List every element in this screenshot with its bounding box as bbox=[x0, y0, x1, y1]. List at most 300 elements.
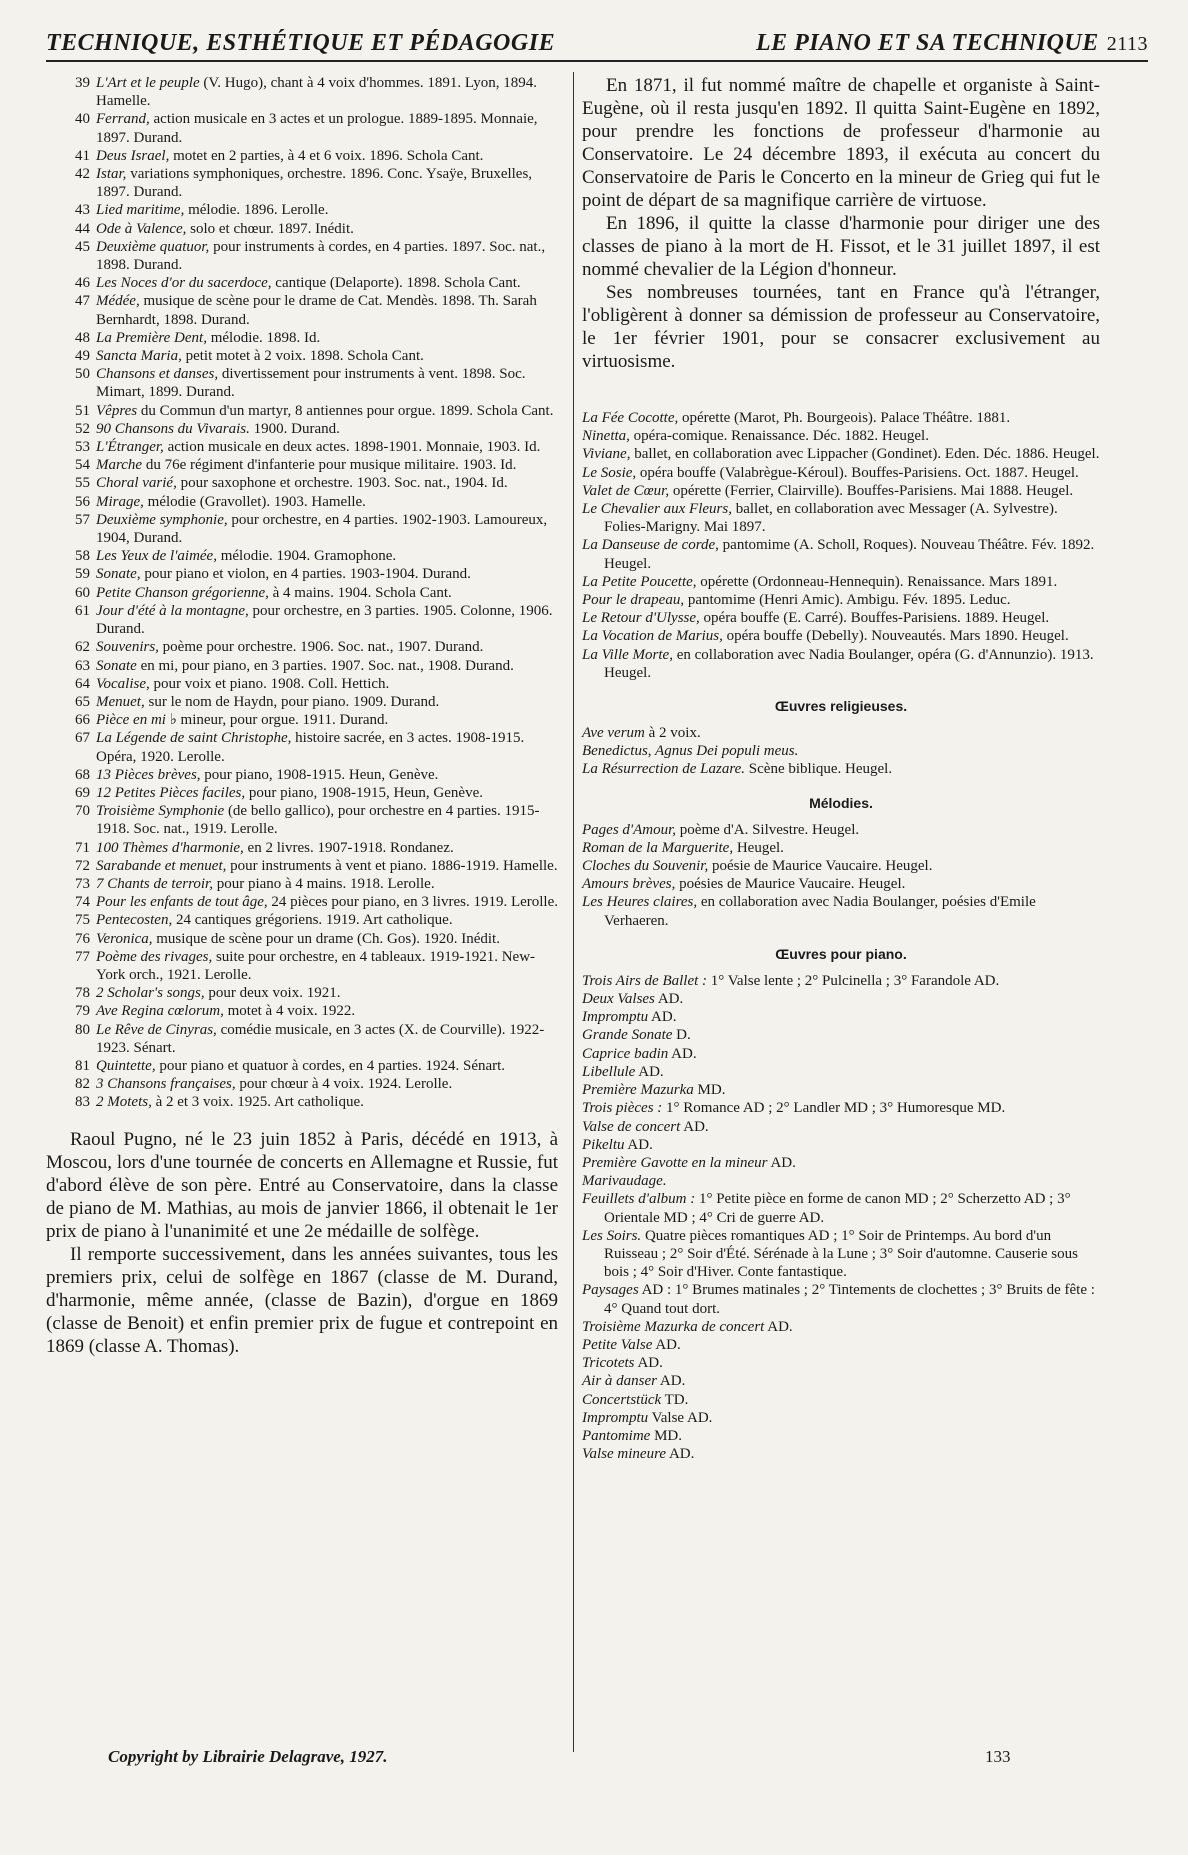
work-title: Vocalise, bbox=[96, 675, 150, 692]
work-item bbox=[46, 729, 558, 765]
work-number: 66 bbox=[75, 712, 90, 729]
entry-details: opéra bouffe (Valabrègue-Kéroul). Bouffes-Parisiens. Oct. 1887. Heugel. bbox=[636, 464, 1079, 481]
work-details: solo et chœur. 1897. Inédit. bbox=[186, 220, 354, 237]
catalog-entry bbox=[582, 1099, 1100, 1117]
work-text bbox=[96, 729, 558, 765]
entry-details: Heugel. bbox=[733, 839, 784, 856]
entry-title: Deux Valses bbox=[582, 991, 655, 1008]
work-title: Sancta Maria, bbox=[96, 348, 182, 365]
work-item bbox=[46, 402, 558, 420]
entry-title: Le Retour d'Ulysse, bbox=[582, 610, 700, 627]
work-item bbox=[46, 220, 558, 238]
work-title: 2 Motets, bbox=[96, 1094, 152, 1111]
entry-title: Tricotets bbox=[582, 1355, 635, 1372]
catalog-entry bbox=[582, 1227, 1100, 1282]
work-title: Sonate bbox=[96, 657, 137, 674]
catalog-entry bbox=[582, 1008, 1100, 1026]
entry-details: ballet, en collaboration avec Messager (A. Sylvestre). Folies-Marigny. Mai 1897. bbox=[604, 501, 1058, 536]
catalog-entry bbox=[582, 724, 1100, 742]
work-title: L'Étranger, bbox=[96, 439, 164, 456]
catalog-entry bbox=[582, 445, 1100, 463]
biography-paragraph: En 1871, il fut nommé maître de chapelle et organiste à Saint-Eugène, où il resta jusqu'en 1892. Il quitta Saint-Eugène en 1892, pour prendre les fonctions de professeur d'harmonie au Conservatoire. Le 24 décembre 1893, il exécuta au concert du Conservatoire de Paris le Concerto en la mineur de Grieg qui fut le point de départ de sa magnifique carrière de virtuose. bbox=[582, 75, 1100, 211]
catalog-entry bbox=[582, 482, 1100, 500]
entry-details: TD. bbox=[661, 1391, 689, 1408]
entry-title: Petite Valse bbox=[582, 1336, 653, 1353]
work-title: La Légende de saint Christophe, bbox=[96, 730, 292, 747]
work-title: Médée, bbox=[96, 293, 140, 310]
work-number: 48 bbox=[75, 329, 90, 346]
entry-title: Troisième Mazurka de concert bbox=[582, 1318, 765, 1335]
work-number: 73 bbox=[75, 875, 90, 892]
work-text bbox=[96, 456, 558, 474]
work-number: 71 bbox=[75, 839, 90, 856]
work-text bbox=[96, 875, 558, 893]
work-details: du 76e régiment d'infanterie pour musique militaire. 1903. Id. bbox=[142, 457, 517, 474]
work-item bbox=[46, 875, 558, 893]
work-number: 81 bbox=[75, 1057, 90, 1074]
biography-paragraph: Il remporte successivement, dans les années suivantes, tous les premiers prix, celui de solfège en 1867 (classe de M. Durand, d'harmonie, même année, (classe de Bazin), d'orgue en 1869 (classe de Benoit) et enfin premier prix de fugue et contrepoint en 1869 (classe A. Thomas). bbox=[46, 1243, 558, 1357]
entry-details: AD. bbox=[635, 1063, 664, 1080]
catalog-entry bbox=[582, 409, 1100, 427]
entry-title: La Danseuse de corde, bbox=[582, 537, 719, 554]
work-details: en 2 livres. 1907-1918. Rondanez. bbox=[243, 839, 454, 856]
catalog-entry bbox=[582, 646, 1100, 682]
work-text bbox=[96, 657, 558, 675]
work-title: Lied maritime, bbox=[96, 202, 185, 219]
work-number: 69 bbox=[75, 784, 90, 801]
catalog-entry bbox=[582, 591, 1100, 609]
work-details: 24 pièces pour piano, en 3 livres. 1919. Lerolle. bbox=[267, 894, 558, 911]
work-number: 83 bbox=[75, 1094, 90, 1111]
work-details: pour orchestre, en 4 parties. 1902-1903. Lamoureux, 1904, Durand. bbox=[96, 511, 548, 547]
entry-title: Pages d'Amour, bbox=[582, 821, 677, 838]
work-item bbox=[46, 984, 558, 1002]
entry-title: Impromptu bbox=[582, 1009, 649, 1026]
entry-title: La Résurrection de Lazare. bbox=[582, 761, 746, 778]
work-number: 49 bbox=[75, 348, 90, 365]
work-details: variations symphoniques, orchestre. 1896. Conc. Ysaÿe, Bruxelles, 1897. Durand. bbox=[96, 166, 533, 201]
work-details: comédie musicale, en 3 actes (X. de Courville). 1922-1923. Sénart. bbox=[96, 1021, 545, 1056]
entry-details: pantomime (Henri Amic). Ambigu. Fév. 1895. Leduc. bbox=[684, 592, 1011, 609]
work-text bbox=[96, 329, 558, 347]
entry-details: opérette (Ferrier, Clairville). Bouffes-Parisiens. Mai 1888. Heugel. bbox=[669, 482, 1074, 499]
entry-title: Paysages bbox=[582, 1282, 639, 1299]
biography-paragraph: Raoul Pugno, né le 23 juin 1852 à Paris, décédé en 1913, à Moscou, lors d'une tournée de concerts en Allemagne et Russie, fut d'abord élève de son père. Entré au Conservatoire, dans la classe de piano de M. Mathias, au mois de janvier 1866, il obtenait le 1er prix de piano à l'unanimité et une 2e médaille de solfège. bbox=[46, 1128, 558, 1242]
work-item bbox=[46, 274, 558, 292]
work-details: petit motet à 2 voix. 1898. Schola Cant. bbox=[181, 348, 424, 365]
work-title: Sonate, bbox=[96, 566, 141, 583]
entry-details: AD. bbox=[652, 1336, 681, 1353]
work-text bbox=[96, 839, 558, 857]
entry-details: AD. bbox=[654, 991, 684, 1008]
work-text bbox=[96, 693, 558, 711]
work-number: 54 bbox=[75, 457, 90, 474]
work-text bbox=[96, 802, 558, 838]
work-details: action musicale en deux actes. 1898-1901. Monnaie, 1903. Id. bbox=[163, 439, 541, 456]
work-number: 39 bbox=[75, 75, 90, 91]
work-number: 55 bbox=[75, 475, 90, 492]
work-item bbox=[46, 474, 558, 492]
entry-title: Valet de Cœur, bbox=[582, 482, 670, 499]
work-text bbox=[96, 675, 558, 693]
work-text bbox=[96, 201, 558, 219]
work-number: 58 bbox=[75, 548, 90, 565]
entry-details: Quatre pièces romantiques AD ; 1° Soir de Printemps. Au bord d'un Ruisseau ; 2° Soir d'Été. Sérénade à la Lune ; 3° Soir d'automne. Causerie sous bois ; 4° Soir d'Hiver. Conte fantastique. bbox=[604, 1227, 1078, 1281]
catalog-entry bbox=[582, 875, 1100, 893]
entry-details: opéra bouffe (Debelly). Nouveautés. Mars 1890. Heugel. bbox=[722, 628, 1069, 645]
work-details: mineur, pour orgue. 1911. Durand. bbox=[176, 712, 389, 729]
catalog-entry bbox=[582, 464, 1100, 482]
entry-details: MD. bbox=[650, 1427, 682, 1444]
work-title: Poème des rivages, bbox=[96, 948, 213, 965]
melodies-heading: Mélodies. bbox=[809, 794, 873, 811]
work-number: 46 bbox=[75, 275, 90, 292]
work-title: Souvenirs, bbox=[96, 639, 159, 656]
entry-title: Ninetta, bbox=[582, 428, 630, 445]
work-details: cantique (Delaporte). 1898. Schola Cant. bbox=[271, 275, 521, 292]
entry-details: en collaboration avec Nadia Boulanger, opéra (G. d'Annunzio). 1913. Heugel. bbox=[604, 646, 1094, 681]
work-title: Sarabande et menuet, bbox=[96, 857, 227, 874]
work-text bbox=[96, 948, 558, 984]
work-details: à 4 mains. 1904. Schola Cant. bbox=[268, 584, 452, 601]
entry-details: AD. bbox=[624, 1136, 653, 1153]
work-text bbox=[96, 711, 558, 729]
entry-details: ballet, en collaboration avec Lippacher (Gondinet). Eden. Déc. 1886. Heugel. bbox=[630, 446, 1100, 463]
work-number: 77 bbox=[75, 948, 90, 965]
work-item bbox=[46, 657, 558, 675]
work-item bbox=[46, 948, 558, 984]
work-title: Ave Regina cœlorum, bbox=[96, 1003, 224, 1020]
work-item bbox=[46, 1057, 558, 1075]
work-text bbox=[96, 420, 558, 438]
work-details: musique de scène pour un drame (Ch. Gos). 1920. Inédit. bbox=[152, 930, 500, 947]
work-title: 100 Thèmes d'harmonie, bbox=[96, 839, 244, 856]
work-title: Vêpres bbox=[96, 402, 138, 419]
catalog-entry bbox=[582, 500, 1100, 536]
work-title: Petite Chanson grégorienne, bbox=[96, 584, 269, 601]
work-number: 72 bbox=[75, 857, 90, 874]
work-text bbox=[96, 584, 558, 602]
work-number: 63 bbox=[75, 657, 90, 674]
entry-title: Trois Airs de Ballet : bbox=[582, 972, 708, 989]
entry-title: La Fée Cocotte, bbox=[582, 410, 679, 426]
work-number: 80 bbox=[75, 1021, 90, 1038]
work-number: 51 bbox=[75, 402, 90, 419]
work-details: divertissement pour instruments à vent. 1898. Soc. Mimart, 1899. Durand. bbox=[96, 366, 526, 401]
left-column bbox=[46, 74, 558, 1358]
work-number: 82 bbox=[75, 1076, 90, 1093]
work-title: Deus Israel, bbox=[96, 147, 170, 164]
work-title: 13 Pièces brèves, bbox=[96, 766, 201, 783]
running-header bbox=[46, 30, 1148, 58]
entry-title: Première Gavotte en la mineur bbox=[582, 1154, 768, 1171]
work-title: Pièce en mi ♭ bbox=[96, 712, 177, 729]
work-title: Mirage, bbox=[96, 493, 144, 510]
entry-title: Cloches du Souvenir, bbox=[582, 858, 709, 875]
work-details: mélodie. 1904. Gramophone. bbox=[216, 548, 397, 565]
entry-details: 1° Valse lente ; 2° Pulcinella ; 3° Farandole AD. bbox=[707, 972, 1000, 989]
work-text bbox=[96, 347, 558, 365]
entry-details: AD. bbox=[668, 1045, 697, 1062]
entry-title: Valse de concert bbox=[582, 1118, 681, 1135]
entry-details: AD. bbox=[666, 1446, 695, 1463]
work-number: 40 bbox=[75, 111, 90, 128]
work-item bbox=[46, 584, 558, 602]
work-title: 12 Petites Pièces faciles, bbox=[96, 784, 246, 801]
entry-title: Pour le drapeau, bbox=[582, 592, 685, 609]
catalog-entry bbox=[582, 1427, 1100, 1445]
entry-details: AD. bbox=[680, 1118, 709, 1135]
work-title: Le Rêve de Cinyras, bbox=[96, 1021, 217, 1038]
copyright-footer: Copyright by Librairie Delagrave, 1927. bbox=[108, 1747, 388, 1766]
work-details: en mi, pour piano, en 3 parties. 1907. Soc. nat., 1908. Durand. bbox=[136, 657, 514, 674]
entry-details: opéra bouffe (E. Carré). Bouffes-Parisiens. 1889. Heugel. bbox=[699, 610, 1050, 627]
catalog-entry bbox=[582, 427, 1100, 445]
entry-details: en collaboration avec Nadia Boulanger, poésies d'Emile Verhaeren. bbox=[604, 894, 1036, 929]
religious-heading: Œuvres religieuses. bbox=[774, 698, 908, 715]
catalog-entry bbox=[582, 857, 1100, 875]
stage-works-list bbox=[582, 409, 1100, 682]
entry-title: Air à danser bbox=[582, 1373, 657, 1390]
entry-details: poésies de Maurice Vaucaire. Heugel. bbox=[675, 876, 906, 893]
catalog-entry bbox=[582, 1081, 1100, 1099]
entry-details: poésie de Maurice Vaucaire. Heugel. bbox=[708, 858, 933, 875]
catalog-entry bbox=[582, 990, 1100, 1008]
catalog-entry bbox=[582, 760, 1100, 778]
work-text bbox=[96, 857, 558, 875]
work-number: 56 bbox=[75, 493, 90, 510]
work-title: Deuxième symphonie, bbox=[96, 511, 228, 528]
biography-paragraph: Ses nombreuses tournées, tant en France qu'à l'étranger, l'obligèrent à donner sa démission de professeur au Conservatoire, le 1er février 1901, pour se consacrer exclusivement au virtuosisme. bbox=[582, 282, 1100, 372]
entry-title: Viviane, bbox=[582, 446, 631, 463]
work-details: pour instruments à cordes, en 4 parties. 1897. Soc. nat., 1898. Durand. bbox=[96, 238, 546, 274]
entry-title: Feuillets d'album : bbox=[582, 1191, 696, 1208]
religious-works-list bbox=[582, 724, 1100, 779]
entry-title: La Ville Morte, bbox=[582, 646, 673, 663]
catalog-entry bbox=[582, 1318, 1100, 1336]
entry-details: poème d'A. Silvestre. Heugel. bbox=[676, 821, 860, 838]
work-item bbox=[46, 638, 558, 656]
work-title: L'Art et le peuple bbox=[96, 75, 200, 91]
work-number: 43 bbox=[75, 202, 90, 219]
catalog-entry bbox=[582, 1026, 1100, 1044]
entry-details: AD. bbox=[634, 1355, 663, 1372]
work-text bbox=[96, 147, 558, 165]
work-item bbox=[46, 565, 558, 583]
work-title: 7 Chants de terroir, bbox=[96, 875, 213, 892]
work-item bbox=[46, 201, 558, 219]
catalog-entry bbox=[582, 1372, 1100, 1390]
work-details: histoire sacrée, en 3 actes. 1908-1915. Opéra, 1920. Lerolle. bbox=[96, 730, 525, 765]
work-text bbox=[96, 402, 558, 420]
work-details: à 2 et 3 voix. 1925. Art catholique. bbox=[151, 1094, 364, 1111]
entry-title: Libellule bbox=[582, 1063, 636, 1080]
work-text bbox=[96, 238, 558, 274]
work-text bbox=[96, 493, 558, 511]
catalog-entry bbox=[582, 1409, 1100, 1427]
work-text bbox=[96, 547, 558, 565]
catalog-entry bbox=[582, 1045, 1100, 1063]
catalog-entry bbox=[582, 536, 1100, 572]
work-title: Deuxième quatuor, bbox=[96, 238, 210, 255]
work-item bbox=[46, 329, 558, 347]
work-title: Marche bbox=[96, 457, 143, 474]
work-details: suite pour orchestre, en 4 tableaux. 1919-1921. New-York orch., 1921. Lerolle. bbox=[96, 948, 536, 983]
work-title: Choral varié, bbox=[96, 475, 177, 492]
work-details: action musicale en 3 actes et un prologue. 1889-1895. Monnaie, 1897. Durand. bbox=[96, 111, 538, 146]
work-number: 70 bbox=[75, 803, 90, 820]
work-item bbox=[46, 292, 558, 328]
work-details: motet à 4 voix. 1922. bbox=[223, 1003, 356, 1020]
entry-title: Pikeltu bbox=[582, 1136, 625, 1153]
entry-details: à 2 voix. bbox=[644, 725, 701, 742]
work-text bbox=[96, 893, 558, 911]
work-item bbox=[46, 420, 558, 438]
entry-title: Pantomime bbox=[582, 1427, 651, 1444]
work-details: pour piano, 1908-1915, Heun, Genève. bbox=[245, 784, 483, 801]
work-number: 61 bbox=[75, 602, 90, 619]
work-details: pour instruments à vent et piano. 1886-1919. Hamelle. bbox=[226, 857, 558, 874]
entry-details: opérette (Marot, Ph. Bourgeois). Palace Théâtre. 1881. bbox=[678, 410, 1011, 426]
entry-title: Valse mineure bbox=[582, 1446, 667, 1463]
work-title: Jour d'été à la montagne, bbox=[96, 602, 249, 619]
page-number: 133 bbox=[985, 1747, 1011, 1766]
biography-paragraph: En 1896, il quitte la classe d'harmonie pour diriger une des classes de piano à la mort de H. Fissot, et le 31 juillet 1897, il est nommé chevalier de la Légion d'honneur. bbox=[582, 213, 1100, 280]
work-number: 75 bbox=[75, 912, 90, 929]
work-item bbox=[46, 347, 558, 365]
entry-details: Scène biblique. Heugel. bbox=[745, 761, 893, 778]
entry-title: Concertstück bbox=[582, 1391, 662, 1408]
work-details: mélodie. 1896. Lerolle. bbox=[184, 202, 329, 219]
work-title: Pentecosten, bbox=[96, 912, 173, 929]
catalog-entry bbox=[582, 1136, 1100, 1154]
catalog-entry bbox=[582, 1336, 1100, 1354]
work-text bbox=[96, 1093, 558, 1111]
work-item bbox=[46, 1093, 558, 1111]
entry-details: AD. bbox=[648, 1009, 677, 1026]
work-title: Chansons et danses, bbox=[96, 366, 219, 383]
entry-details: AD : 1° Brumes matinales ; 2° Tintements de clochettes ; 3° Bruits de fête : 4° Quand tout dort. bbox=[604, 1282, 1095, 1317]
work-details: pour chœur à 4 voix. 1924. Lerolle. bbox=[235, 1076, 453, 1093]
work-item bbox=[46, 365, 558, 401]
entry-details: MD. bbox=[693, 1082, 726, 1099]
work-text bbox=[96, 474, 558, 492]
header-page-ref: 2113 bbox=[1106, 33, 1148, 55]
work-title: Veronica, bbox=[96, 930, 153, 947]
entry-details: D. bbox=[672, 1027, 691, 1044]
work-text bbox=[96, 274, 558, 292]
catalog-entry bbox=[582, 1281, 1100, 1317]
work-item bbox=[46, 911, 558, 929]
header-left-title: TECHNIQUE, ESTHÉTIQUE ET PÉDAGOGIE bbox=[46, 30, 556, 56]
entry-title: Première Mazurka bbox=[582, 1082, 694, 1099]
entry-title: Impromptu bbox=[582, 1409, 649, 1426]
catalog-entry bbox=[582, 627, 1100, 645]
work-number: 42 bbox=[75, 166, 90, 183]
work-details: pour piano et violon, en 4 parties. 1903-1904. Durand. bbox=[140, 566, 471, 583]
work-text bbox=[96, 511, 558, 547]
work-text bbox=[96, 365, 558, 401]
work-text bbox=[96, 911, 558, 929]
entry-title: Les Soirs. bbox=[582, 1227, 642, 1244]
entry-title: Benedictus, Agnus Dei populi meus. bbox=[582, 743, 799, 760]
work-text bbox=[96, 638, 558, 656]
work-number: 59 bbox=[75, 566, 90, 583]
entry-details: AD. bbox=[767, 1154, 796, 1171]
work-number: 47 bbox=[75, 293, 90, 310]
entry-details: AD. bbox=[764, 1318, 793, 1335]
work-item bbox=[46, 147, 558, 165]
work-details: pour saxophone et orchestre. 1903. Soc. nat., 1904. Id. bbox=[176, 475, 508, 492]
work-item bbox=[46, 547, 558, 565]
work-text bbox=[96, 766, 558, 784]
entry-title: Le Sosie, bbox=[582, 464, 637, 481]
work-title: Pour les enfants de tout âge, bbox=[96, 894, 268, 911]
work-item bbox=[46, 493, 558, 511]
catalog-entry bbox=[582, 1172, 1100, 1190]
right-column bbox=[582, 74, 1100, 1463]
work-title: Quintette, bbox=[96, 1057, 156, 1074]
catalog-entry bbox=[582, 1190, 1100, 1226]
work-text bbox=[96, 438, 558, 456]
entry-title: Ave verum bbox=[582, 725, 645, 742]
work-item bbox=[46, 766, 558, 784]
work-number: 65 bbox=[75, 693, 90, 710]
entry-title: La Vocation de Marius, bbox=[582, 628, 723, 645]
work-number: 76 bbox=[75, 930, 90, 947]
work-number: 79 bbox=[75, 1003, 90, 1020]
catalog-entry bbox=[582, 839, 1100, 857]
work-details: sur le nom de Haydn, pour piano. 1909. Durand. bbox=[144, 693, 440, 710]
work-title: Troisième Symphonie bbox=[96, 803, 225, 820]
work-details: pour piano, 1908-1915. Heun, Genève. bbox=[200, 766, 439, 783]
biography-right bbox=[582, 74, 1100, 373]
work-number: 53 bbox=[75, 439, 90, 456]
work-text bbox=[96, 110, 558, 146]
work-item bbox=[46, 1002, 558, 1020]
entry-title: Amours brèves, bbox=[582, 876, 676, 893]
catalog-entry bbox=[582, 1391, 1100, 1409]
work-title: 3 Chansons françaises, bbox=[96, 1076, 236, 1093]
catalog-entry bbox=[582, 972, 1100, 990]
header-rule bbox=[46, 60, 1148, 62]
entry-title: Caprice badin bbox=[582, 1045, 669, 1062]
work-details: pour voix et piano. 1908. Coll. Hettich. bbox=[149, 675, 390, 692]
work-details: (de bello gallico), pour orchestre en 4 parties. 1915-1918. Soc. nat., 1919. Lerolle. bbox=[96, 803, 540, 838]
catalog-entry bbox=[582, 742, 1100, 760]
work-details: mélodie (Gravollet). 1903. Hamelle. bbox=[143, 493, 366, 510]
work-title: Les Noces d'or du sacerdoce, bbox=[96, 275, 272, 292]
work-details: pour piano et quatuor à cordes, en 4 parties. 1924. Sénart. bbox=[155, 1057, 506, 1074]
entry-details: 1° Petite pièce en forme de canon MD ; 2° Scherzetto AD ; 3° Orientale MD ; 4° Cri de guerre AD. bbox=[604, 1191, 1071, 1226]
work-number: 67 bbox=[75, 730, 90, 747]
entry-details: pantomime (A. Scholl, Roques). Nouveau Théâtre. Fév. 1892. Heugel. bbox=[604, 537, 1095, 572]
work-item bbox=[46, 511, 558, 547]
work-item bbox=[46, 675, 558, 693]
work-number: 45 bbox=[75, 238, 90, 255]
work-text bbox=[96, 74, 558, 110]
entry-details: opéra-comique. Renaissance. Déc. 1882. Heugel. bbox=[629, 428, 929, 445]
work-item bbox=[46, 110, 558, 146]
work-item bbox=[46, 438, 558, 456]
work-text bbox=[96, 984, 558, 1002]
entry-details: Valse AD. bbox=[648, 1409, 713, 1426]
catalog-entry bbox=[582, 893, 1100, 929]
work-item bbox=[46, 74, 558, 110]
work-text bbox=[96, 1021, 558, 1057]
work-title: Menuet, bbox=[96, 693, 145, 710]
work-text bbox=[96, 220, 558, 238]
